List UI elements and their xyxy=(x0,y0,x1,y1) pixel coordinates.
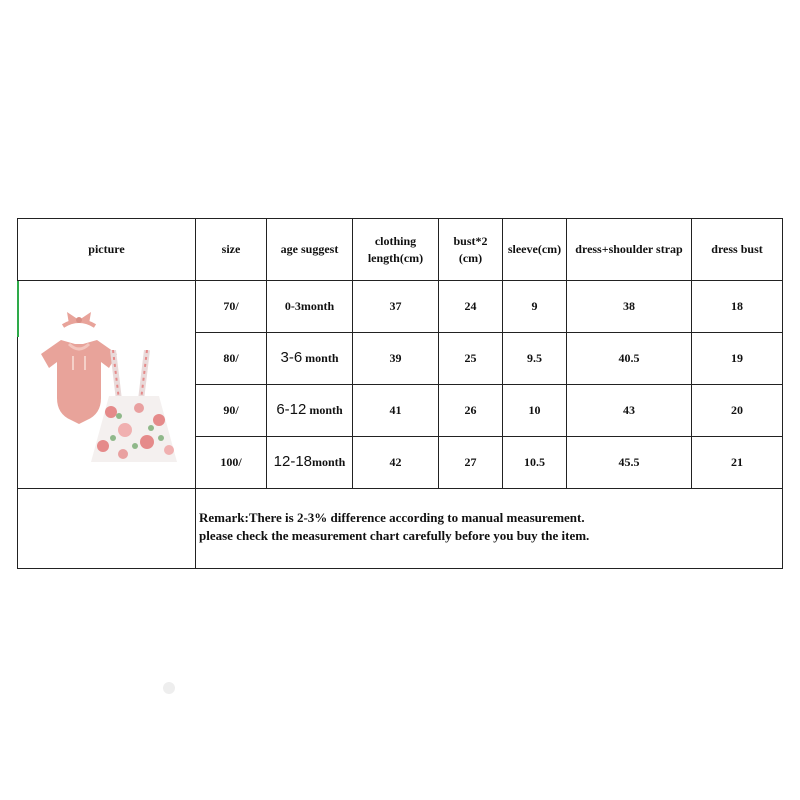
header-dress-bust: dress bust xyxy=(692,219,783,281)
decorative-dot xyxy=(163,682,175,694)
cell-size: 70/ xyxy=(196,281,267,333)
cell-clothing-length: 37 xyxy=(353,281,439,333)
cell-bust: 24 xyxy=(439,281,503,333)
cell-dress-bust: 20 xyxy=(692,385,783,437)
header-sleeve: sleeve(cm) xyxy=(503,219,567,281)
header-clothing-line1: clothing xyxy=(374,234,417,249)
header-size: size xyxy=(196,219,267,281)
cell-dress-bust: 18 xyxy=(692,281,783,333)
size-chart-table xyxy=(17,218,783,569)
cell-dress-strap: 40.5 xyxy=(567,333,692,385)
remark-cell xyxy=(196,489,783,569)
age-unit: month xyxy=(306,403,343,418)
remark-row xyxy=(18,489,783,569)
green-marker xyxy=(17,281,19,337)
header-picture: picture xyxy=(18,219,196,281)
cell-sleeve: 9 xyxy=(503,281,567,333)
remark-line-1: Remark:There is 2-3% difference according to manual measurement. xyxy=(199,510,585,525)
cell-sleeve: 10.5 xyxy=(503,437,567,489)
cell-age xyxy=(267,333,353,385)
age-range: 3-6 xyxy=(280,349,303,367)
cell-bust: 27 xyxy=(439,437,503,489)
remark-spacer-cell xyxy=(18,489,196,569)
baby-outfit-icon xyxy=(39,310,174,460)
cell-sleeve: 9.5 xyxy=(503,333,567,385)
size-chart-container xyxy=(17,218,783,569)
header-age-suggest: age suggest xyxy=(267,219,353,281)
age-range: 6-12 xyxy=(276,401,307,419)
cell-size: 80/ xyxy=(196,333,267,385)
header-clothing-length xyxy=(353,219,439,281)
cell-size: 100/ xyxy=(196,437,267,489)
cell-bust: 25 xyxy=(439,333,503,385)
headband-icon xyxy=(59,310,99,334)
cell-dress-strap: 38 xyxy=(567,281,692,333)
cell-clothing-length: 41 xyxy=(353,385,439,437)
product-picture-cell xyxy=(18,281,196,489)
cell-dress-strap: 43 xyxy=(567,385,692,437)
cell-age xyxy=(267,385,353,437)
remark-line-2: please check the measurement chart carefully before you buy the item. xyxy=(199,527,590,543)
cell-clothing-length: 39 xyxy=(353,333,439,385)
age-range: 0-3 xyxy=(284,299,301,314)
age-unit: month xyxy=(312,455,346,470)
header-bust xyxy=(439,219,503,281)
cell-clothing-length: 42 xyxy=(353,437,439,489)
cell-bust: 26 xyxy=(439,385,503,437)
cell-size: 90/ xyxy=(196,385,267,437)
cell-age xyxy=(267,437,353,489)
header-clothing-line2: length(cm) xyxy=(367,250,424,265)
age-unit: month xyxy=(300,299,335,314)
cell-sleeve: 10 xyxy=(503,385,567,437)
cell-age xyxy=(267,281,353,333)
cell-dress-bust: 19 xyxy=(692,333,783,385)
header-bust-line2: (cm) xyxy=(458,250,483,265)
age-range: 12-18 xyxy=(273,453,313,471)
floral-skirt-icon xyxy=(89,350,179,465)
cell-dress-strap: 45.5 xyxy=(567,437,692,489)
header-row xyxy=(18,219,783,281)
header-bust-line1: bust*2 xyxy=(453,234,488,249)
table-row xyxy=(18,281,783,333)
age-unit: month xyxy=(302,351,339,366)
cell-dress-bust: 21 xyxy=(692,437,783,489)
header-dress-shoulder-strap: dress+shoulder strap xyxy=(567,219,692,281)
